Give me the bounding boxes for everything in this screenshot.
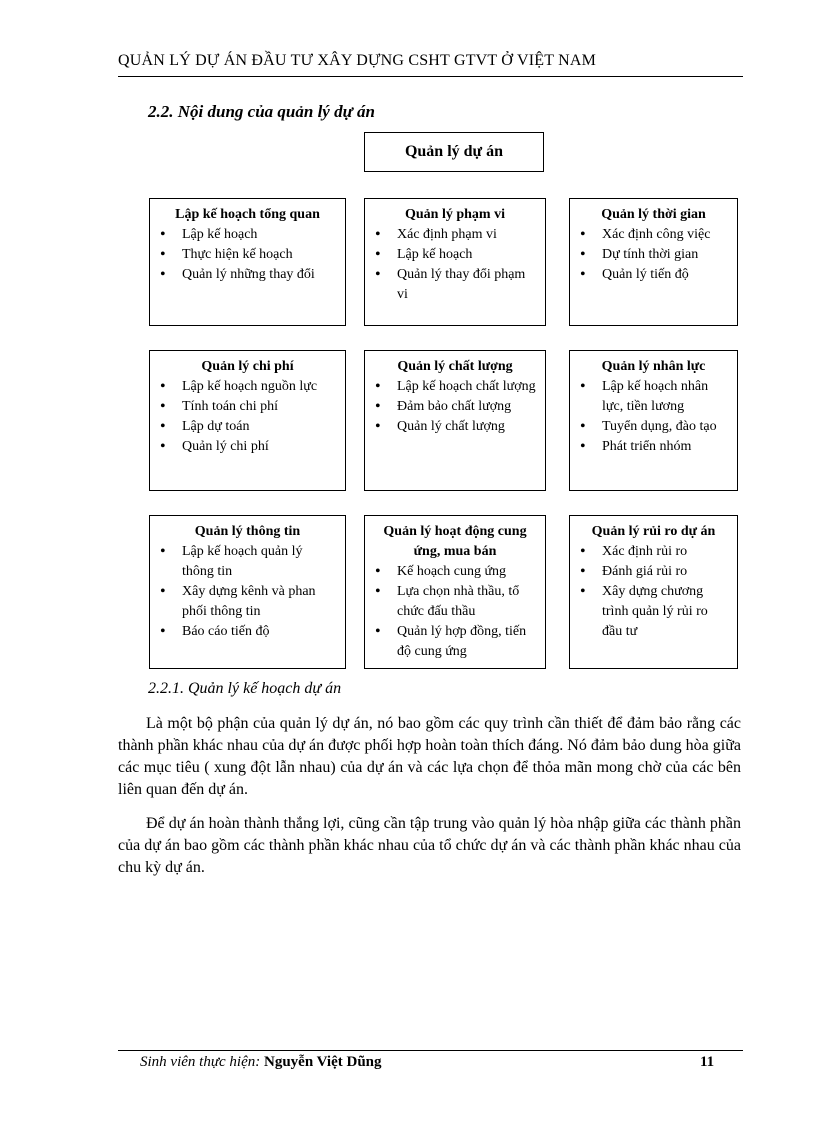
diagram-box-risk <box>569 515 738 669</box>
list-item: • Xây dựng kênh và phan phối thông tin <box>158 582 337 622</box>
footer-colon: : <box>255 1054 264 1070</box>
list-item: • Đánh giá rủi ro <box>578 562 729 582</box>
list-item: • Lập kế hoạch chất lượng <box>373 377 537 397</box>
box-title: Quản lý chất lượng <box>397 359 513 374</box>
list-item: • Lập kế hoạch <box>158 225 337 245</box>
list-item: • Lập dự toán <box>158 417 337 437</box>
list-item: • Quản lý tiến độ <box>578 265 729 285</box>
list-item: • Thực hiện kế hoạch <box>158 245 337 265</box>
box-title: Quản lý nhân lực <box>601 359 706 374</box>
subsection-heading: 2.2.1. Quản lý kế hoạch dự án <box>148 680 342 697</box>
section-heading: 2.2. Nội dung của quản lý dự án <box>148 102 375 121</box>
list-item: • Phát triển nhóm <box>578 437 729 457</box>
diagram-box-time <box>569 198 738 326</box>
list-item: • Dự tính thời gian <box>578 245 729 265</box>
diagram-root-box <box>364 132 544 172</box>
list-item: • Quản lý chi phí <box>158 437 337 457</box>
diagram-box-procurement <box>364 515 546 669</box>
page-number: 11 <box>700 1054 715 1070</box>
diagram-box-quality <box>364 350 546 491</box>
list-item: • Lựa chọn nhà thầu, tổ chức đấu thầu <box>373 582 537 622</box>
list-item: • Xây dựng chương trình quản lý rủi ro đầu tư <box>578 582 729 642</box>
footer-author-name: Nguyễn Việt Dũng <box>263 1054 382 1070</box>
list-item: • Lập kế hoạch <box>373 245 537 265</box>
list-item: • Quản lý hợp đồng, tiến độ cung ứng <box>373 622 537 662</box>
list-item: • Lập kế hoạch nhân lực, tiền lương <box>578 377 729 417</box>
list-item: • Đảm bảo chất lượng <box>373 397 537 417</box>
list-item: • Quản lý những thay đổi <box>158 265 337 285</box>
box-title: Quản lý chi phí <box>201 359 294 374</box>
list-item: • Lập kế hoạch nguồn lực <box>158 377 337 397</box>
diagram-root-label: Quản lý dự án <box>404 143 504 160</box>
diagram-box-cost <box>149 350 346 491</box>
box-title: Quản lý phạm vi <box>405 207 505 222</box>
box-title: Quản lý hoạt động cung ứng, mua bán <box>383 524 527 559</box>
list-item: • Quản lý chất lượng <box>373 417 537 437</box>
box-title: Quản lý thời gian <box>601 207 706 222</box>
list-item: • Quản lý thay đổi phạm vi <box>373 265 537 305</box>
list-item: • Xác định rủi ro <box>578 542 729 562</box>
list-item: • Xác định công việc <box>578 225 729 245</box>
footer-divider <box>118 1050 743 1051</box>
list-item: • Lập kế hoạch quản lý thông tin <box>158 542 337 582</box>
list-item: • Tính toán chi phí <box>158 397 337 417</box>
body-paragraph: Là một bộ phận của quản lý dự án, nó bao gồm các quy trình cần thiết để đảm bảo rằng các thành phần khác nhau của dự án được phối hợp hoàn toàn thích đáng. Nó đảm bảo dung hòa giữa các mục tiêu ( xung đột lẫn nhau) của dự án và các lựa chọn để thỏa mãn mong chờ của các bên liên quan đến dự án. <box>118 715 741 798</box>
page-header-title: QUẢN LÝ DỰ ÁN ĐẦU TƯ XÂY DỰNG CSHT GTVT Ở VIỆT NAM <box>118 52 597 69</box>
diagram-box-human-resources <box>569 350 738 491</box>
list-item: • Báo cáo tiến độ <box>158 622 337 642</box>
list-item: • Tuyển dụng, đào tạo <box>578 417 729 437</box>
diagram-box-information <box>149 515 346 669</box>
box-title: Quản lý thông tin <box>194 524 301 539</box>
box-title: Quản lý rủi ro dự án <box>591 524 716 539</box>
footer-author <box>140 1054 382 1071</box>
diagram-box-scope <box>364 198 546 326</box>
footer-label: Sinh viên thực hiện <box>140 1054 256 1070</box>
list-item: • Xác định phạm vi <box>373 225 537 245</box>
list-item: • Kế hoạch cung ứng <box>373 562 537 582</box>
box-title: Lập kế hoạch tổng quan <box>175 207 320 222</box>
body-paragraph: Để dự án hoàn thành thắng lợi, cũng cần tập trung vào quản lý hòa nhập giữa các thành phần của dự án bao gồm các thành phần khác nhau của tổ chức dự án và các thành phần khác nhau của chu kỳ dự án. <box>118 815 741 876</box>
header-divider <box>118 76 743 77</box>
diagram-box-planning <box>149 198 346 326</box>
